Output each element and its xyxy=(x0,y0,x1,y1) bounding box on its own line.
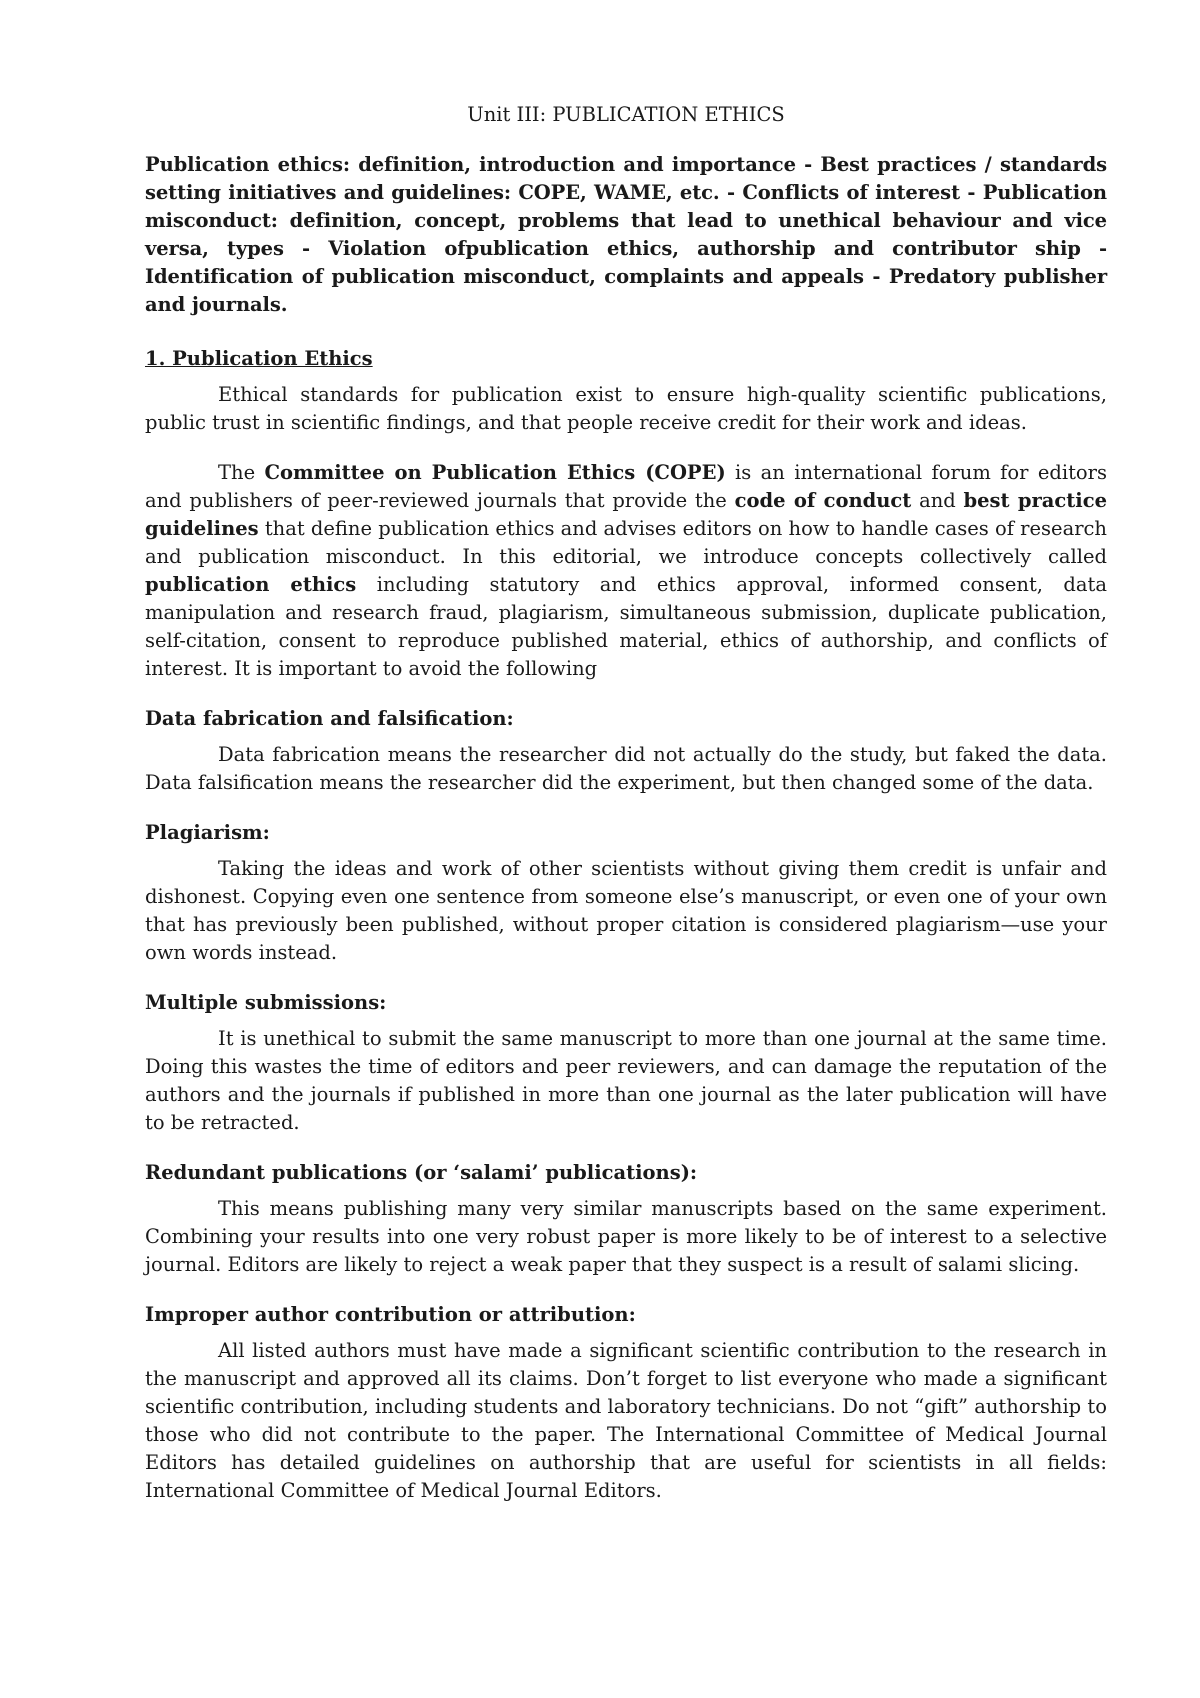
cope-text-5: including statutory and ethics approval, informed consent, data manipulation and research fraud, plagiarism, simultaneous submission, duplicate publication, self-citation, consent to reproduce published material, ethics of authorship, and conflicts of interest. It is important to avoid the following xyxy=(145,573,1108,680)
cope-bold-code-of-conduct: code of conduct xyxy=(734,489,912,512)
paragraph-improper-authorship: All listed authors must have made a significant scientific contribution to the research in the manuscript and approved all its claims. Don’t forget to list everyone who made a significant scientific contribution, including students and laboratory technicians. Do not “gift” authorship to those who did not contribute to the paper. The International Committee of Medical Journal Editors has detailed guidelines on authorship that are useful for scientists in all fields: International Committee of Medical Journal Editors. xyxy=(145,1339,1107,1502)
cope-bold-best-practice: best practice guidelines xyxy=(145,489,1107,540)
cope-text-4: that define publication ethics and advises editors on how to handle cases of research and publication misconduct. In this editorial, we introduce concepts collectively called xyxy=(145,517,1107,568)
document-title: Unit III: PUBLICATION ETHICS xyxy=(467,103,785,126)
cope-text-2: is an international forum for editors and publishers of peer-reviewed journals that provide the xyxy=(145,461,1107,512)
paragraph-plagiarism: Taking the ideas and work of other scientists without giving them credit is unfair and dishonest. Copying even one sentence from someone else’s manuscript, or even one of your own that has previously been published, without proper citation is considered plagiarism—use your own words instead. xyxy=(145,857,1107,964)
document-body xyxy=(145,101,1107,1527)
cope-text-1: The xyxy=(218,461,265,484)
subheading-data-fabrication: Data fabrication and falsification: xyxy=(145,707,514,730)
subheading-plagiarism: Plagiarism: xyxy=(145,821,270,844)
cope-paragraph xyxy=(145,459,1107,683)
cope-text-3: and xyxy=(911,489,964,512)
paragraph-redundant-publications: This means publishing many very similar manuscripts based on the same experiment. Combining your results into one very robust paper is more likely to be of interest to a selective journal. Editors are likely to reject a weak paper that they suspect is a result of salami slicing. xyxy=(145,1197,1107,1276)
paragraph-multiple-submissions: It is unethical to submit the same manuscript to more than one journal at the same time. Doing this wastes the time of editors and peer reviewers, and can damage the reputation of the authors and the journals if published in more than one journal as the later publication will have to be retracted. xyxy=(145,1027,1107,1134)
intro-paragraph: Ethical standards for publication exist to ensure high-quality scientific publications, public trust in scientific findings, and that people receive credit for their work and ideas. xyxy=(145,383,1107,434)
section-heading-publication-ethics: 1. Publication Ethics xyxy=(145,347,373,370)
subheading-improper-authorship: Improper author contribution or attribution: xyxy=(145,1303,636,1326)
syllabus-summary: Publication ethics: definition, introduction and importance - Best practices / standards setting initiatives and guidelines: COPE, WAME, etc. - Conflicts of interest - Publication misconduct: definition, concept, problems that lead to unethical behaviour and vice versa, types - Violation ofpublication ethics, authorship and contributor ship - Identification of publication misconduct, complaints and appeals - Predatory publisher and journals. xyxy=(145,153,1107,316)
subheading-redundant-publications: Redundant publications (or ‘salami’ publications): xyxy=(145,1161,698,1184)
paragraph-data-fabrication: Data fabrication means the researcher did not actually do the study, but faked the data. Data falsification means the researcher did the experiment, but then changed some of the data. xyxy=(145,743,1107,794)
cope-bold-publication-ethics: publication ethics xyxy=(145,573,357,596)
subheading-multiple-submissions: Multiple submissions: xyxy=(145,991,387,1014)
cope-bold-committee: Committee on Publication Ethics (COPE) xyxy=(264,461,726,484)
